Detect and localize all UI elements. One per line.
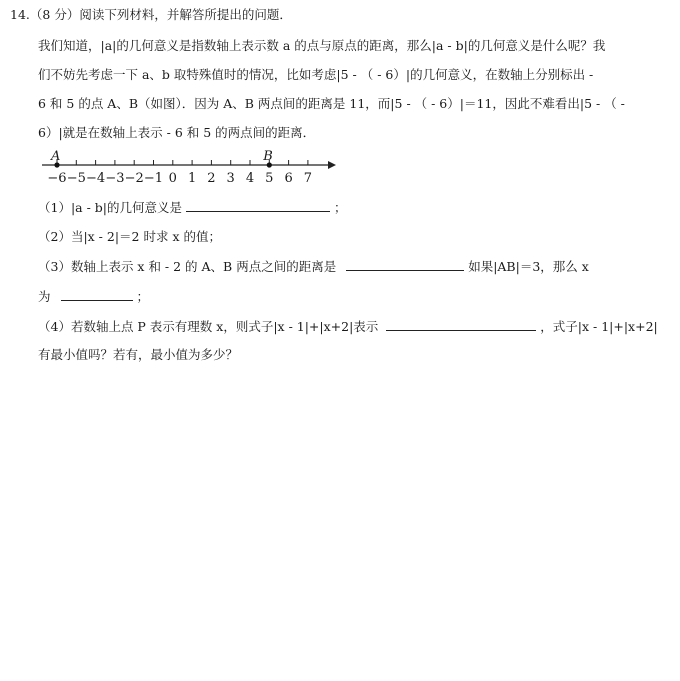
material-line-1: 我们知道，|a|的几何意义是指数轴上表示数 a 的点与原点的距离，那么|a - b|的几何意义是什么呢？我 — [38, 38, 606, 53]
problem-points: （8 分） — [29, 7, 80, 22]
question-3-answer-blank-2[interactable] — [61, 288, 133, 301]
number-line-tick-label: −1 — [143, 171, 164, 186]
number-line-tick-label: 7 — [303, 171, 313, 186]
question-4-continued — [38, 347, 238, 363]
question-3-answer-blank-1[interactable] — [346, 258, 464, 271]
number-line-tick-label: 3 — [226, 171, 235, 186]
problem-number: 14. — [10, 7, 30, 22]
question-4-cont: 有最小值吗？若有，最小值为多少？ — [38, 347, 239, 362]
number-line-tick-label: −6 — [47, 171, 67, 186]
material-line-2: 们不妨先考虑一下 a、b 取特殊值时的情况，比如考虑|5 - （ - 6）|的几何意义，在数轴上分别标出 - — [38, 67, 594, 82]
material-line-4: 6）|就是在数轴上表示 - 6 和 5 的两点间的距离． — [38, 125, 316, 140]
question-1-end: ； — [333, 200, 347, 215]
question-1 — [38, 199, 347, 216]
question-3-middle: 如果|AB|＝3，那么 x — [468, 259, 589, 274]
question-4-middle: ，式子|x - 1|+|x+2| — [540, 319, 658, 334]
question-2-text: （2）当|x - 2|＝2 时求 x 的值； — [38, 229, 221, 244]
number-line-figure — [30, 148, 340, 193]
number-line-point-label-a: A — [51, 149, 61, 164]
question-3-end: ； — [136, 289, 149, 304]
number-line-tick-label: 6 — [284, 171, 293, 186]
question-4-answer-blank[interactable] — [386, 318, 536, 331]
problem-header — [10, 7, 292, 23]
question-2 — [38, 229, 221, 245]
number-line-tick-label: −3 — [105, 171, 125, 186]
number-line-point-label-b: B — [263, 149, 273, 164]
number-line-tick-label: 4 — [245, 171, 255, 186]
problem-instruction: 阅读下列材料，并解答所提出的问题． — [79, 7, 292, 22]
question-4 — [38, 318, 658, 335]
question-3-text: （3）数轴上表示 x 和 - 2 的 A、B 两点之间的距离是 — [38, 259, 337, 274]
number-line-tick-label: 5 — [265, 171, 274, 186]
number-line-tick-label: 2 — [207, 171, 216, 186]
question-1-text: （1）|a - b|的几何意义是 — [38, 200, 183, 215]
question-3-cont: 为 — [38, 289, 51, 304]
material-line-3: 6 和 5 的点 A、B（如图）．因为 A、B 两点间的距离是 11，而|5 - （ - 6）|＝11，因此不难看出|5 - （ - — [38, 96, 625, 111]
number-line-arrow — [328, 161, 336, 169]
question-3 — [38, 258, 589, 275]
number-line-tick-label: −5 — [66, 171, 86, 186]
number-line-tick-label: 1 — [187, 171, 197, 186]
number-line-tick-label: −2 — [124, 171, 144, 186]
question-4-text: （4）若数轴上点 P 表示有理数 x，则式子|x - 1|+|x+2|表示 — [38, 319, 379, 334]
question-3-continued — [38, 288, 149, 305]
number-line-tick-label: 0 — [168, 171, 177, 186]
question-1-answer-blank[interactable] — [186, 199, 330, 212]
number-line-tick-label: −4 — [86, 171, 106, 186]
